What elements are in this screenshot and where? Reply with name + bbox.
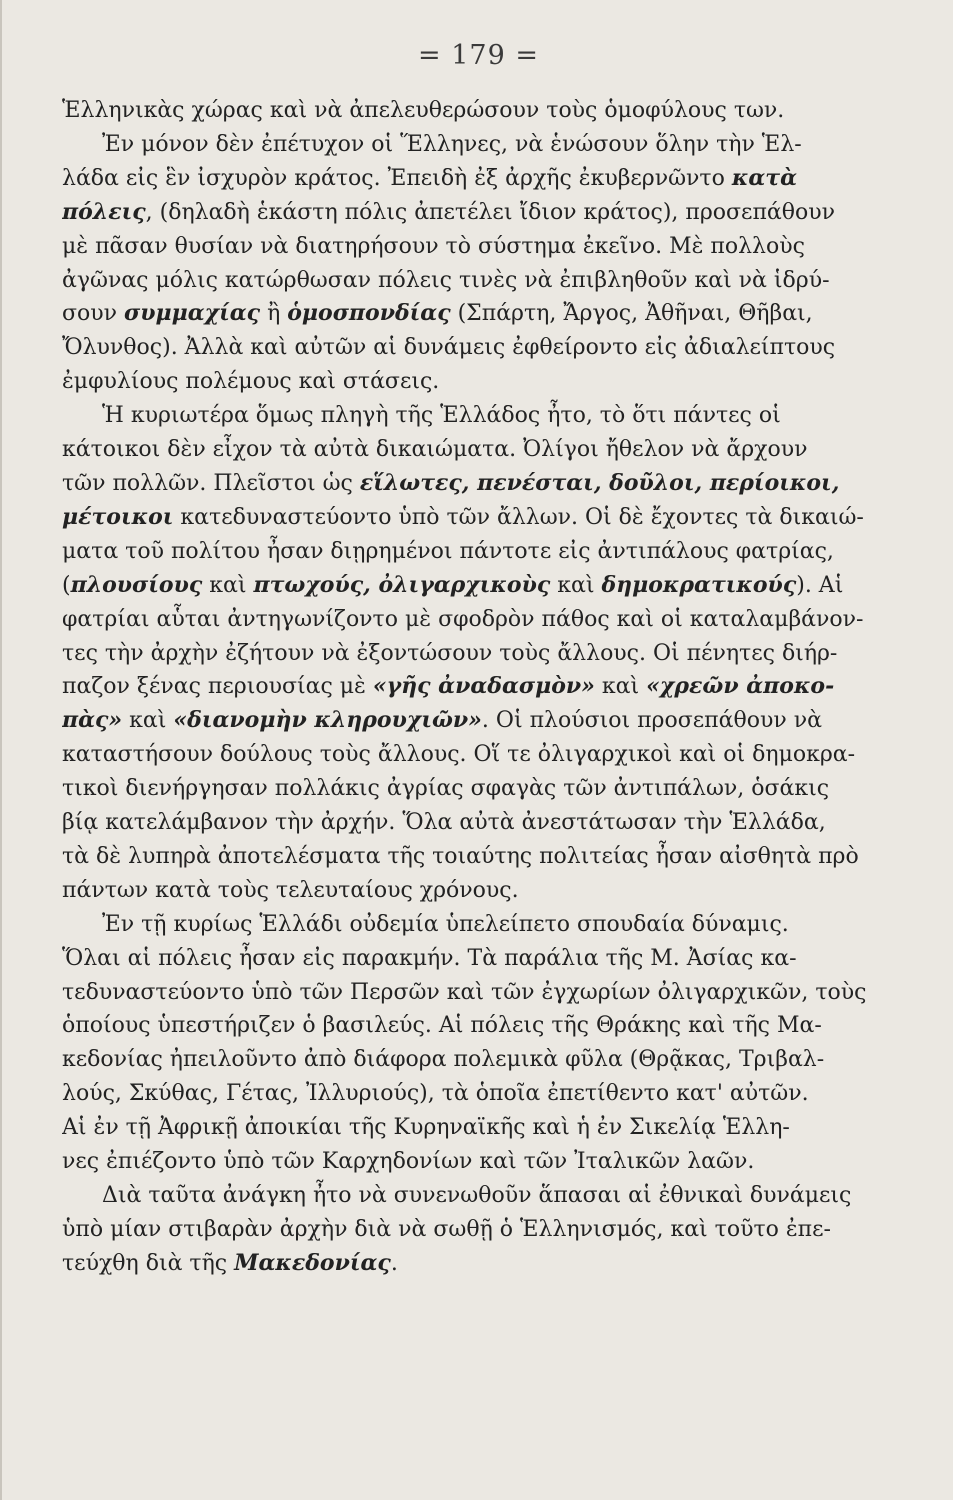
emphasized-term: «διανομὴν κληρουχιῶν» xyxy=(173,707,482,734)
text-line xyxy=(62,535,870,569)
text-segment: κατεδυναστεύοντο ὑπὸ τῶν ἄλλων. Οἱ δὲ ἔχοντες τὰ δικαιώ- xyxy=(173,504,864,530)
text-segment: παζον ξένας περιουσίας μὲ xyxy=(62,674,373,700)
text-line xyxy=(62,365,870,399)
text-segment: τεύχθη διὰ τῆς xyxy=(62,1250,235,1276)
text-segment: τὰ δὲ λυπηρὰ ἀποτελέσματα τῆς τοιαύτης πολιτείας ἦσαν αἰσθητὰ πρὸ xyxy=(62,843,859,869)
text-segment: τικοὶ διενήργησαν πολλάκις ἀγρίας σφαγὰς τῶν ἀντιπάλων, ὁσάκις xyxy=(62,776,830,802)
text-line xyxy=(62,501,870,535)
text-line xyxy=(62,1213,870,1247)
text-line xyxy=(62,230,870,264)
emphasized-term: ὁμοσπονδίας xyxy=(287,300,451,327)
text-line xyxy=(62,128,870,162)
emphasized-term: μέτοικοι xyxy=(62,503,174,530)
text-segment: ματα τοῦ πολίτου ἦσαν διῃρημένοι πάντοτε εἰς ἀντιπάλους φατρίας, xyxy=(62,538,834,564)
text-segment: λάδα εἰς ἓν ἰσχυρὸν κράτος. Ἐπειδὴ ἐξ ἀρχῆς ἐκυβερνῶντο xyxy=(62,165,732,191)
text-line xyxy=(62,874,870,908)
text-segment: ὁποίους ὑπεστήριζεν ὁ βασιλεύς. Αἱ πόλεις τῆς Θράκης καὶ τῆς Μα- xyxy=(62,1013,822,1039)
text-segment: , (δηλαδὴ ἑκάστη πόλις ἀπετέλει ἴδιον κράτος), προσεπάθουν xyxy=(145,199,836,225)
text-segment: λούς, Σκύθας, Γέτας, Ἰλλυριούς), τὰ ὁποῖα ἐπετίθεντο κατ' αὐτῶν. xyxy=(62,1081,809,1107)
text-line xyxy=(62,840,870,874)
text-segment: ( xyxy=(62,572,71,598)
text-line xyxy=(62,976,870,1010)
text-line xyxy=(62,942,870,976)
text-line xyxy=(62,670,870,704)
text-segment: Ὄλυνθος). Ἀλλὰ καὶ αὐτῶν αἱ δυνάμεις ἐφθείροντο εἰς ἀδιαλείπτους xyxy=(62,335,836,361)
emphasized-term: «χρεῶν ἀποκο- xyxy=(646,673,835,700)
text-segment: Ἐν μόνον δὲν ἐπέτυχον οἱ Ἕλληνες, νὰ ἑνώσουν ὅλην τὴν Ἑλ- xyxy=(102,131,802,157)
page-number: = 179 = xyxy=(418,40,539,71)
text-line xyxy=(62,772,870,806)
text-line xyxy=(62,806,870,840)
text-line xyxy=(62,94,870,128)
text-segment: Αἱ ἐν τῇ Ἀφρικῇ ἀποικίαι τῆς Κυρηναϊκῆς καὶ ἡ ἐν Σικελίᾳ Ἑλλη- xyxy=(62,1115,790,1141)
text-line xyxy=(62,569,870,603)
text-segment: καὶ xyxy=(594,674,647,700)
emphasized-term: συμμαχίας xyxy=(124,300,261,327)
text-segment: ὑπὸ μίαν στιβαρὰν ἀρχὴν διὰ νὰ σωθῇ ὁ Ἑλληνισμός, καὶ τοῦτο ἐπε- xyxy=(62,1216,831,1242)
text-line xyxy=(62,603,870,637)
text-line xyxy=(62,331,870,365)
emphasized-term: «γῆς ἀναδασμὸν» xyxy=(372,673,595,700)
text-line xyxy=(62,908,870,942)
text-segment: Ἐν τῇ κυρίως Ἑλλάδι οὐδεμία ὑπελείπετο σπουδαία δύναμις. xyxy=(102,911,789,937)
text-segment: . Οἱ πλούσιοι προσεπάθουν νὰ xyxy=(481,708,822,734)
text-segment: βίᾳ κατελάμβανον τὴν ἀρχήν. Ὅλα αὐτὰ ἀνεστάτωσαν τὴν Ἑλλάδα, xyxy=(62,810,826,836)
text-line xyxy=(62,1179,870,1213)
text-segment: . xyxy=(390,1250,398,1276)
text-segment: τεδυναστεύοντο ὑπὸ τῶν Περσῶν καὶ τῶν ἐγχωρίων ὀλιγαρχικῶν, τοὺς xyxy=(62,979,867,1005)
emphasized-term: πὰς» xyxy=(62,707,123,734)
emphasized-term: πόλεις xyxy=(62,198,146,225)
text-line xyxy=(62,399,870,433)
emphasized-term: εἵλωτες, πενέσται, δοῦλοι, περίοικοι, xyxy=(359,469,840,496)
text-line xyxy=(62,1145,870,1179)
text-line xyxy=(62,1077,870,1111)
text-segment: καὶ xyxy=(202,572,254,598)
text-segment: Ὅλαι αἱ πόλεις ἦσαν εἰς παρακμήν. Τὰ παράλια τῆς Μ. Ἀσίας κα- xyxy=(62,945,797,971)
emphasized-term: δημοκρατικούς xyxy=(601,571,797,598)
text-segment: μὲ πᾶσαν θυσίαν νὰ διατηρήσουν τὸ σύστημα ἐκεῖνο. Μὲ πολλοὺς xyxy=(62,233,805,259)
text-line xyxy=(62,467,870,501)
text-segment: ). Αἱ xyxy=(796,572,844,598)
text-line xyxy=(62,297,870,331)
text-line xyxy=(62,433,870,467)
text-segment: πάντων κατὰ τοὺς τελευταίους χρόνους. xyxy=(62,877,519,903)
text-line xyxy=(62,704,870,738)
text-segment: τῶν πολλῶν. Πλεῖστοι ὡς xyxy=(62,470,360,496)
text-segment: καταστήσουν δούλους τοὺς ἄλλους. Οἵ τε ὀλιγαρχικοὶ καὶ οἱ δημοκρα- xyxy=(62,742,856,768)
text-segment: ἐμφυλίους πολέμους καὶ στάσεις. xyxy=(62,369,440,395)
text-segment: καὶ xyxy=(122,708,174,734)
text-segment: τες τὴν ἀρχὴν ἐζήτουν νὰ ἐξοντώσουν τοὺς ἄλλους. Οἱ πένητες διήρ- xyxy=(62,640,838,666)
text-line xyxy=(62,196,870,230)
emphasized-term: κατὰ xyxy=(731,164,797,191)
text-line xyxy=(62,1111,870,1145)
text-line xyxy=(62,1009,870,1043)
emphasized-term: πλουσίους xyxy=(70,571,203,598)
text-segment: ἢ xyxy=(260,301,288,327)
text-segment: καὶ xyxy=(550,572,602,598)
text-line xyxy=(62,1247,870,1281)
text-segment: Ἡ κυριωτέρα ὅμως πληγὴ τῆς Ἑλλάδος ἦτο, τὸ ὅτι πάντες οἱ xyxy=(102,403,781,429)
text-segment: κεδονίας ἠπειλοῦντο ἀπὸ διάφορα πολεμικὰ φῦλα (Θρᾷκας, Τριβαλ- xyxy=(62,1047,825,1073)
text-line xyxy=(62,637,870,671)
text-segment: Ἑλληνικὰς χώρας καὶ νὰ ἀπελευθερώσουν τοὺς ὁμοφύλους των. xyxy=(62,98,785,123)
text-segment: σουν xyxy=(62,301,125,327)
emphasized-term: πτωχούς, ὀλιγαρχικοὺς xyxy=(253,571,551,598)
text-line xyxy=(62,162,870,196)
text-segment: Διὰ ταῦτα ἀνάγκη ἦτο νὰ συνενωθοῦν ἅπασαι αἱ ἐθνικαὶ δυνάμεις xyxy=(102,1183,852,1208)
text-line xyxy=(62,264,870,298)
page-body-text xyxy=(62,94,870,1281)
text-segment: κάτοικοι δὲν εἶχον τὰ αὐτὰ δικαιώματα. Ὀλίγοι ἤθελον νὰ ἄρχουν xyxy=(62,437,808,463)
text-segment: (Σπάρτη, Ἄργος, Ἀθῆναι, Θῆβαι, xyxy=(450,301,813,327)
text-line xyxy=(62,1043,870,1077)
text-segment: νες ἐπιέζοντο ὑπὸ τῶν Καρχηδονίων καὶ τῶν Ἰταλικῶν λαῶν. xyxy=(62,1149,755,1175)
text-segment: ἀγῶνας μόλις κατώρθωσαν πόλεις τινὲς νὰ ἐπιβληθοῦν καὶ νὰ ἱδρύ- xyxy=(62,267,830,293)
emphasized-term: Μακεδονίας xyxy=(234,1249,391,1276)
text-segment: φατρίαι αὗται ἀντηγωνίζοντο μὲ σφοδρὸν πάθος καὶ οἱ καταλαμβάνον- xyxy=(62,606,864,632)
text-line xyxy=(62,738,870,772)
